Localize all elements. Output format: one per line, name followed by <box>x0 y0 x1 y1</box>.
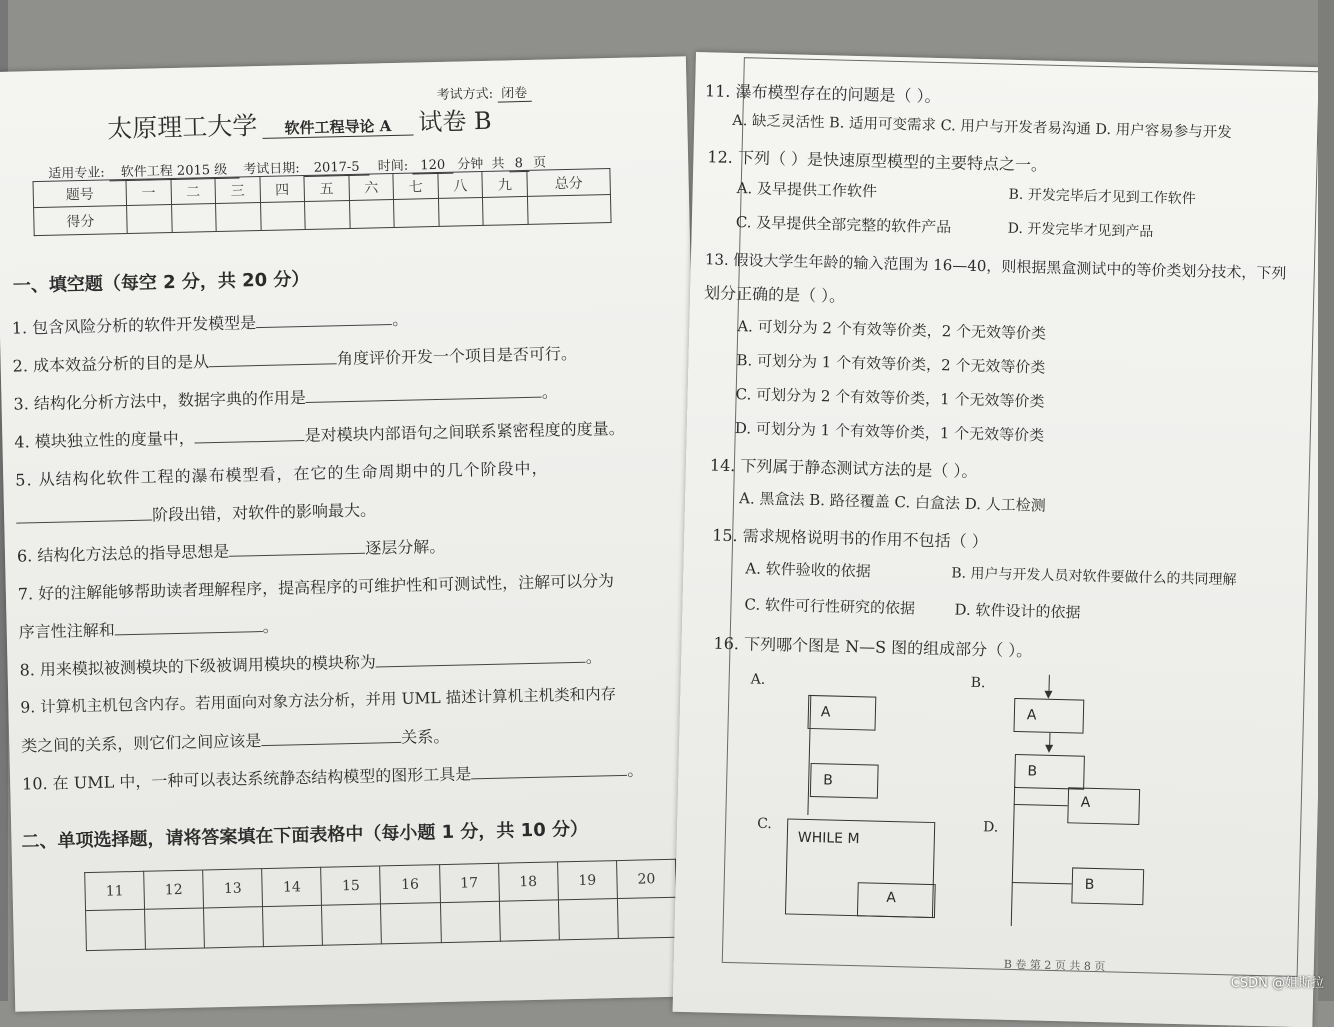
fill-q2 <box>12 341 577 377</box>
question-text-end: 。 <box>391 309 409 330</box>
exam-mode-value: 闭卷 <box>497 86 531 103</box>
answer-cell[interactable] <box>617 897 677 938</box>
question-13-option-d: D. 可划分为 1 个有效等价类，1 个无效等价类 <box>734 419 1045 445</box>
fill-q9-cont <box>21 724 449 757</box>
score-cell <box>305 200 350 229</box>
fill-q3 <box>13 379 558 414</box>
question-text: 4. 模块独立性的度量中， <box>14 428 195 452</box>
question-11: 11. 瀑布模型存在的问题是（ ）。 <box>704 81 941 106</box>
score-cell <box>527 195 611 225</box>
exam-mode <box>436 82 531 103</box>
pages-value: 8 <box>509 156 530 172</box>
question-12-option-c: C. 及早提供全部完整的软件产品 <box>735 213 952 237</box>
while-label: WHILE M <box>797 829 860 848</box>
question-text: 1. 包含风险分析的软件开发模型是 <box>11 313 257 338</box>
university-name: 太原理工大学 <box>106 111 258 144</box>
question-text: 序言性注解和 <box>18 620 115 642</box>
answer-blank <box>256 324 392 328</box>
arrow-down-icon <box>1045 745 1053 753</box>
box-label: A <box>1080 794 1091 811</box>
answer-number-cell: 18 <box>498 862 558 901</box>
question-text: 类之间的关系，则它们之间应该是 <box>21 731 262 756</box>
question-15-option-a: A. 软件验收的依据 <box>745 559 871 581</box>
score-cell <box>438 197 483 226</box>
diagram-label-a: A. <box>750 671 766 688</box>
box-label: B <box>1027 763 1038 780</box>
answer-blank <box>261 742 401 746</box>
question-11-options: A. 缺乏灵活性 B. 适用可变需求 C. 用户与开发者易沟通 D. 用户容易参与开发 <box>732 112 1232 142</box>
question-text-end: 逐层分解。 <box>365 536 446 558</box>
question-16: 16. 下列哪个图是 N—S 图的组成部分（ ）。 <box>713 633 1033 661</box>
diagram-c-box-a <box>857 882 936 918</box>
answer-blank <box>16 520 152 524</box>
diagram-b-box-a <box>1013 698 1084 734</box>
answer-number-cell: 20 <box>616 859 676 898</box>
score-cell <box>349 199 394 228</box>
box-label: A <box>886 889 897 907</box>
question-12: 12. 下列（ ）是快速原型模型的主要特点之一。 <box>707 147 1048 175</box>
question-text-end: 。 <box>585 647 603 667</box>
answer-cell[interactable] <box>558 899 618 940</box>
score-cell: 一 <box>126 179 171 206</box>
answer-blank <box>195 440 305 443</box>
answer-number-cell: 14 <box>262 867 322 906</box>
score-cell <box>216 202 261 231</box>
question-text-end: 是对模块内部语句之间联系紧密程度的度量。 <box>304 418 625 446</box>
answer-blank <box>209 363 337 367</box>
fill-q5-cont <box>16 497 376 528</box>
diagram-label-b: B. <box>970 674 986 692</box>
question-14: 14. 下列属于静态测试方法的是（ ）。 <box>709 455 978 481</box>
box-label: A <box>820 704 831 721</box>
question-13: 13. 假设大学生年龄的输入范围为 16—40，则根据黑盒测试中的等价类划分技术，下列 <box>704 250 1287 283</box>
answer-cell[interactable] <box>145 908 205 949</box>
exam-mode-label: 考试方式: <box>436 86 494 103</box>
answer-cell[interactable] <box>440 901 500 942</box>
time-unit: 分钟 <box>457 156 484 173</box>
page-footer: B 卷 第 2 页 共 8 页 <box>1003 957 1106 974</box>
fill-q5 <box>15 456 549 491</box>
score-cell: 题号 <box>33 180 127 208</box>
answer-cell[interactable] <box>499 900 559 941</box>
box-label: A <box>1026 707 1037 724</box>
pages-suffix: 页 <box>532 155 547 171</box>
major-value: 软件工程 2015 级 <box>109 162 240 181</box>
score-cell <box>127 205 172 234</box>
answer-blank <box>306 397 542 403</box>
question-text: 7. 好的注解能够帮助读者理解程序，提高程序的可维护性和可测试性，注解可以分为 <box>17 571 615 604</box>
diagram-a-box-b <box>810 763 879 799</box>
answer-cell[interactable] <box>204 907 264 948</box>
background-edge-right <box>1318 0 1334 1001</box>
answer-cell[interactable] <box>263 905 323 946</box>
page-title <box>107 101 492 146</box>
score-cell: 总分 <box>527 169 611 197</box>
major-label: 适用专业: <box>48 165 105 182</box>
question-15: 15. 需求规格说明书的作用不包括（ ） <box>711 525 988 552</box>
answer-number-cell: 15 <box>321 866 381 905</box>
question-12-option-b: B. 开发完毕后才见到工作软件 <box>1008 186 1196 208</box>
diagram-label-d: D. <box>982 819 999 836</box>
answer-cell[interactable] <box>322 904 382 945</box>
question-15-option-c: C. 软件可行性研究的依据 <box>744 595 916 618</box>
fill-q7 <box>18 568 615 605</box>
question-text-end: 。 <box>541 382 558 402</box>
diagram-label-c: C. <box>756 815 773 833</box>
score-cell <box>171 204 216 233</box>
diagram-b-box-b <box>1014 754 1085 790</box>
answer-cell[interactable] <box>381 903 441 944</box>
answer-number-cell: 17 <box>439 863 499 902</box>
answer-number-cell: 16 <box>380 865 440 904</box>
diagram-d-box-b <box>1071 867 1144 905</box>
time-value: 120 <box>412 158 453 175</box>
section1-title: 一、填空题（每空 2 分，共 20 分） <box>12 268 310 297</box>
score-cell: 得分 <box>34 206 128 236</box>
question-13-option-c: C. 可划分为 2 个有效等价类，1 个无效等价类 <box>735 385 1045 411</box>
fill-q8 <box>19 644 602 680</box>
question-text: 8. 用来模拟被测模块的下级被调用模块的模块称为 <box>19 652 377 680</box>
fill-q10 <box>22 757 644 794</box>
date-label: 考试日期: <box>243 161 300 178</box>
question-13-cont: 划分正确的是（ ）。 <box>703 283 846 306</box>
fill-q6 <box>17 534 446 567</box>
diagram-a-box-a <box>807 695 876 731</box>
question-text-end: 关系。 <box>401 726 450 747</box>
question-15-option-d: D. 软件设计的依据 <box>954 600 1081 622</box>
question-15-option-b: B. 用户与开发人员对软件要做什么的共同理解 <box>951 565 1237 589</box>
question-text: 3. 结构化分析方法中，数据字典的作用是 <box>13 388 307 414</box>
fill-q9 <box>20 682 616 718</box>
question-text: 9. 计算机主机包含内存。若用面向对象方法分析，并用 UML 描述计算机主机类和内存 <box>20 685 617 717</box>
section2-title: 二、单项选择题，请将答案填在下面表格中（每小题 1 分，共 10 分） <box>21 818 589 853</box>
box-label: B <box>823 772 834 789</box>
time-label: 时间: <box>377 158 409 175</box>
course-name: 软件工程导论 A <box>262 117 413 139</box>
answer-number-cell: 12 <box>144 870 204 909</box>
question-13-option-b: B. 可划分为 1 个有效等价类，2 个无效等价类 <box>736 351 1046 377</box>
question-13-option-a: A. 可划分为 2 个有效等价类，2 个无效等价类 <box>737 317 1047 343</box>
question-text-end: 。 <box>262 616 279 637</box>
answer-number-cell: 19 <box>557 861 617 900</box>
score-cell <box>483 196 528 225</box>
question-12-option-a: A. 及早提供工作软件 <box>736 179 878 201</box>
score-cell <box>394 198 439 227</box>
fill-q1 <box>12 307 409 339</box>
score-cell: 八 <box>438 171 483 198</box>
arrow-down-icon <box>1044 691 1052 699</box>
score-cell: 九 <box>482 170 527 197</box>
pages-prefix: 共 <box>491 156 505 172</box>
score-cell: 二 <box>171 178 216 205</box>
diagram-d-box-a <box>1067 787 1140 825</box>
question-text-end: 阶段出错，对软件的影响最大。 <box>151 500 377 525</box>
fill-q7-cont <box>18 614 278 643</box>
answer-table <box>84 859 678 951</box>
question-text-end: 角度评价开发一个项目是否可行。 <box>336 343 578 369</box>
answer-cell[interactable] <box>86 909 146 950</box>
score-cell: 七 <box>393 172 438 199</box>
question-text-end: 。 <box>626 760 644 780</box>
score-cell: 六 <box>349 173 394 200</box>
answer-blank <box>376 662 586 668</box>
answer-blank <box>229 553 365 557</box>
question-text: 2. 成本效益分析的目的是从 <box>12 352 210 376</box>
paper-name: 试卷 B <box>418 106 492 137</box>
fill-q4 <box>14 416 625 453</box>
question-text: 10. 在 UML 中，一种可以表达系统静态结构模型的图形工具是 <box>21 764 472 794</box>
question-text: 5. 从结构化软件工程的瀑布模型看，在它的生命周期中的几个阶段中， <box>15 458 549 490</box>
watermark-text: CSDN @姐斯拉 <box>1230 976 1324 991</box>
answer-number-cell: 11 <box>85 871 145 910</box>
score-cell: 四 <box>260 175 305 202</box>
answer-number-cell: 13 <box>203 869 263 908</box>
score-cell: 三 <box>215 177 260 204</box>
date-value: 2017-5 <box>304 160 370 177</box>
question-14-options: A. 黑盒法 B. 路径覆盖 C. 白盒法 D. 人工检测 <box>738 489 1046 515</box>
score-cell: 五 <box>304 174 349 201</box>
question-text: 6. 结构化方法总的指导思想是 <box>16 541 230 566</box>
answer-blank <box>471 775 627 780</box>
exam-page-left <box>0 56 707 1011</box>
exam-page-right <box>673 52 1334 1027</box>
score-cell <box>260 201 305 230</box>
question-12-option-d: D. 开发完毕才见到产品 <box>1007 220 1154 241</box>
answer-blank <box>115 631 263 635</box>
box-label: B <box>1084 876 1095 893</box>
